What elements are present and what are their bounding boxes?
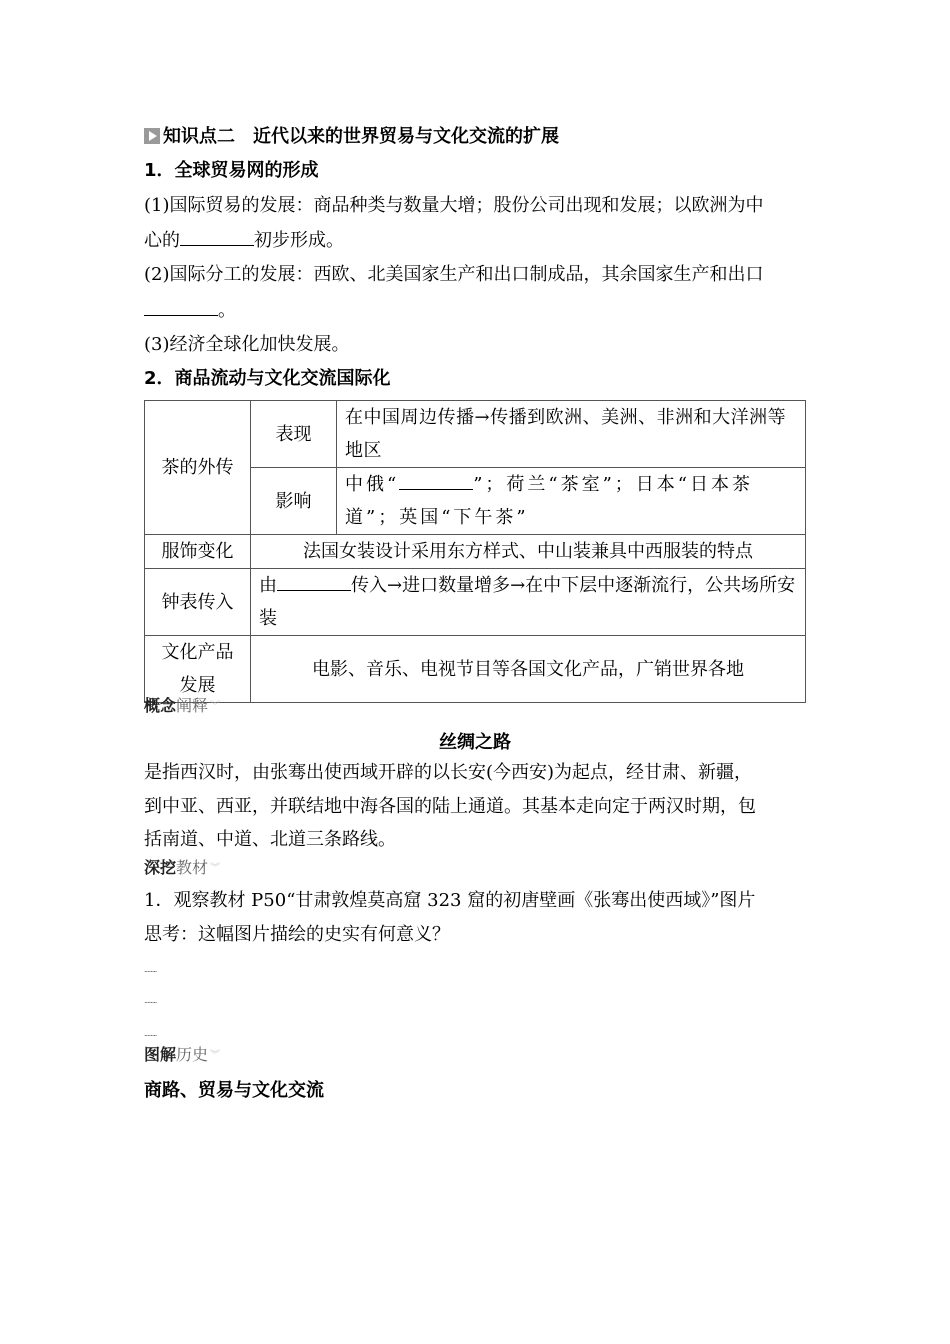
- part1-item2-line2: [144, 299, 236, 322]
- text: 由: [259, 575, 277, 596]
- table-row: [145, 535, 806, 569]
- fill-blank[interactable]: [399, 473, 473, 490]
- fill-blank[interactable]: [144, 299, 218, 316]
- concept-line1: 是指西汉时，由张骞出使西域开辟的以长安(今西安)为起点，经甘肃、新疆，: [144, 762, 753, 783]
- double-chevron-down-icon: ︾: [210, 863, 221, 874]
- text: 传入→进口数量增多→在中下层中逐渐流行，公共场所安装: [259, 575, 796, 629]
- text: 。: [218, 300, 236, 321]
- illustration-tag: [144, 1045, 220, 1066]
- clothing-content: 法国女装设计采用东方样式、中山装兼具中西服装的特点: [251, 535, 806, 569]
- tea-label-cell: 茶的外传: [145, 401, 251, 535]
- concept-tag: [144, 696, 220, 717]
- part1-heading: 1．全球贸易网的形成: [144, 160, 319, 181]
- table-row: [145, 636, 806, 703]
- section-heading: [144, 126, 559, 148]
- answer-line[interactable]: ........: [144, 1029, 157, 1038]
- illustration-title: 商路、贸易与文化交流: [144, 1080, 324, 1101]
- text: 初步形成。: [254, 230, 344, 251]
- part2-heading: 2．商品流动与文化交流国际化: [144, 368, 391, 389]
- double-chevron-down-icon: ︾: [210, 701, 221, 712]
- play-triangle-icon: [144, 128, 160, 144]
- tag-strong: 深挖: [144, 858, 177, 877]
- tag-strong: 概念: [144, 696, 177, 715]
- double-chevron-down-icon: ︾: [210, 1050, 221, 1061]
- culture-label: 文化产品发展: [145, 636, 251, 703]
- table-row: [145, 401, 806, 468]
- text: ”；荷兰“茶室”；日本“日本茶道”；英国“下午茶”: [345, 474, 754, 528]
- text: 中俄“: [345, 474, 400, 495]
- concept-line3: 括南道、中道、北道三条路线。: [144, 829, 396, 850]
- concept-line2: 到中亚、西亚，并联结地中海各国的陆上通道。其基本走向定于两汉时期，包: [144, 796, 756, 817]
- part1-item1-line2: [144, 229, 344, 252]
- concept-title: 丝绸之路: [439, 732, 511, 753]
- tea-sub-label: 影响: [251, 468, 337, 535]
- answer-line[interactable]: ........: [144, 965, 157, 974]
- clothing-label: 服饰变化: [145, 535, 251, 569]
- tag-light: 历史: [176, 1045, 209, 1064]
- tag-light: 教材: [176, 858, 209, 877]
- table-row: [145, 569, 806, 636]
- trade-culture-table: [144, 400, 806, 703]
- textbook-tag: [144, 858, 220, 879]
- answer-line[interactable]: ........: [144, 996, 157, 1005]
- clock-label: 钟表传入: [145, 569, 251, 636]
- textbook-question-line1: 1．观察教材 P50“甘肃敦煌莫高窟 323 窟的初唐壁画《张骞出使西域》”图片: [144, 890, 756, 911]
- tea-sub-label: 表现: [251, 401, 337, 468]
- section-title: 知识点二 近代以来的世界贸易与文化交流的扩展: [163, 126, 559, 147]
- culture-content: 电影、音乐、电视节目等各国文化产品，广销世界各地: [251, 636, 806, 703]
- tea-performance-cell: 在中国周边传播→传播到欧洲、美洲、非洲和大洋洲等地区: [337, 401, 806, 468]
- part1-item2-line1: (2)国际分工的发展：西欧、北美国家生产和出口制成品，其余国家生产和出口: [144, 264, 764, 285]
- tea-influence-cell: [337, 468, 806, 535]
- tag-light: 阐释: [176, 696, 209, 715]
- fill-blank[interactable]: [180, 229, 254, 246]
- fill-blank[interactable]: [277, 574, 351, 591]
- part1-item1-line1: (1)国际贸易的发展：商品种类与数量大增；股份公司出现和发展；以欧洲为中: [144, 195, 764, 216]
- tag-strong: 图解: [144, 1045, 177, 1064]
- part1-item3: (3)经济全球化加快发展。: [144, 334, 350, 355]
- text: 心的: [144, 230, 180, 251]
- textbook-question-line2: 思考：这幅图片描绘的史实有何意义？: [144, 924, 450, 945]
- clock-content: [251, 569, 806, 636]
